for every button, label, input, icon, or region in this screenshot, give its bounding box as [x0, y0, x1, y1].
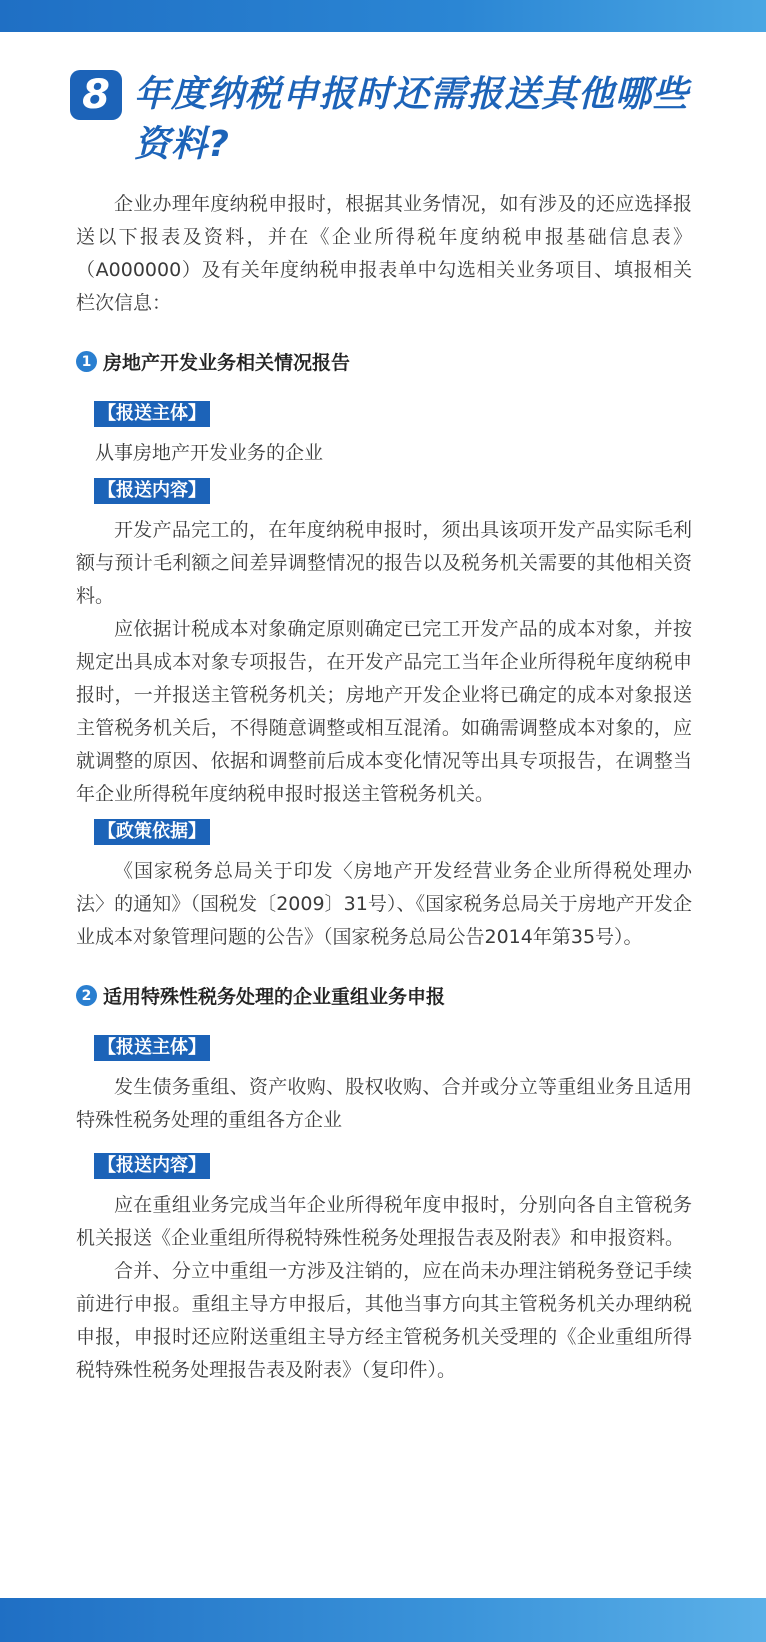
- intro-paragraph: 企业办理年度纳税申报时，根据其业务情况，如有涉及的还应选择报送以下报表及资料，并在《企业所得税年度纳税申报基础信息表》（A000000）及有关年度纳税申报表单中勾选相关业务项目、填报相关栏次信息：: [76, 193, 692, 314]
- subject-tag: 【报送主体】: [94, 1035, 210, 1061]
- bottom-banner-bar: [0, 1598, 766, 1642]
- question-number-badge: 8: [70, 70, 122, 120]
- subject-text: 从事房地产开发业务的企业: [95, 442, 324, 464]
- page-title: 年度纳税申报时还需报送其他哪些资料?: [134, 74, 690, 165]
- article-body: [76, 188, 692, 1387]
- content-tag: 【报送内容】: [94, 478, 210, 504]
- policy-paragraph: 《国家税务总局关于印发〈房地产开发经营业务企业所得税处理办法〉的通知》（国税发〔2009〕31号）、《国家税务总局关于房地产开发企业成本对象管理问题的公告》（国家税务总局公告2014年第35号）。: [76, 860, 692, 948]
- content-paragraph: 合并、分立中重组一方涉及注销的，应在尚未办理注销税务登记手续前进行申报。重组主导方申报后，其他当事方向其主管税务机关办理纳税申报，申报时还应附送重组主导方经主管税务机关受理的《企业重组所得税特殊性税务处理报告表及附表》（复印件）。: [76, 1260, 692, 1381]
- content-tag: 【报送内容】: [94, 1153, 210, 1179]
- section-number-icon: 1: [76, 351, 97, 372]
- section-heading-text: 房地产开发业务相关情况报告: [103, 352, 351, 374]
- content-paragraph: 应在重组业务完成当年企业所得税年度申报时，分别向各自主管税务机关报送《企业重组所得税特殊性税务处理报告表及附表》和申报资料。: [76, 1194, 692, 1249]
- top-banner-bar: [0, 0, 766, 32]
- content-paragraph: 应依据计税成本对象确定原则确定已完工开发产品的成本对象，并按规定出具成本对象专项报告，在开发产品完工当年企业所得税年度纳税申报时，一并报送主管税务机关；房地产开发企业将已确定的成本对象报送主管税务机关后，不得随意调整或相互混淆。如确需调整成本对象的，应就调整的原因、依据和调整前后成本变化情况等出具专项报告，在调整当年企业所得税年度纳税申报时报送主管税务机关。: [76, 618, 692, 805]
- section-number-icon: 2: [76, 985, 97, 1006]
- policy-tag: 【政策依据】: [94, 819, 210, 845]
- subject-tag: 【报送主体】: [94, 401, 210, 427]
- subject-paragraph: 发生债务重组、资产收购、股权收购、合并或分立等重组业务且适用特殊性税务处理的重组各方企业: [76, 1076, 692, 1131]
- section-heading-2: [76, 982, 692, 1009]
- section-heading-1: [76, 348, 692, 375]
- content-paragraph: 开发产品完工的，在年度纳税申报时，须出具该项开发产品实际毛利额与预计毛利额之间差异调整情况的报告以及税务机关需要的其他相关资料。: [76, 519, 692, 607]
- section-heading-text: 适用特殊性税务处理的企业重组业务申报: [103, 986, 446, 1008]
